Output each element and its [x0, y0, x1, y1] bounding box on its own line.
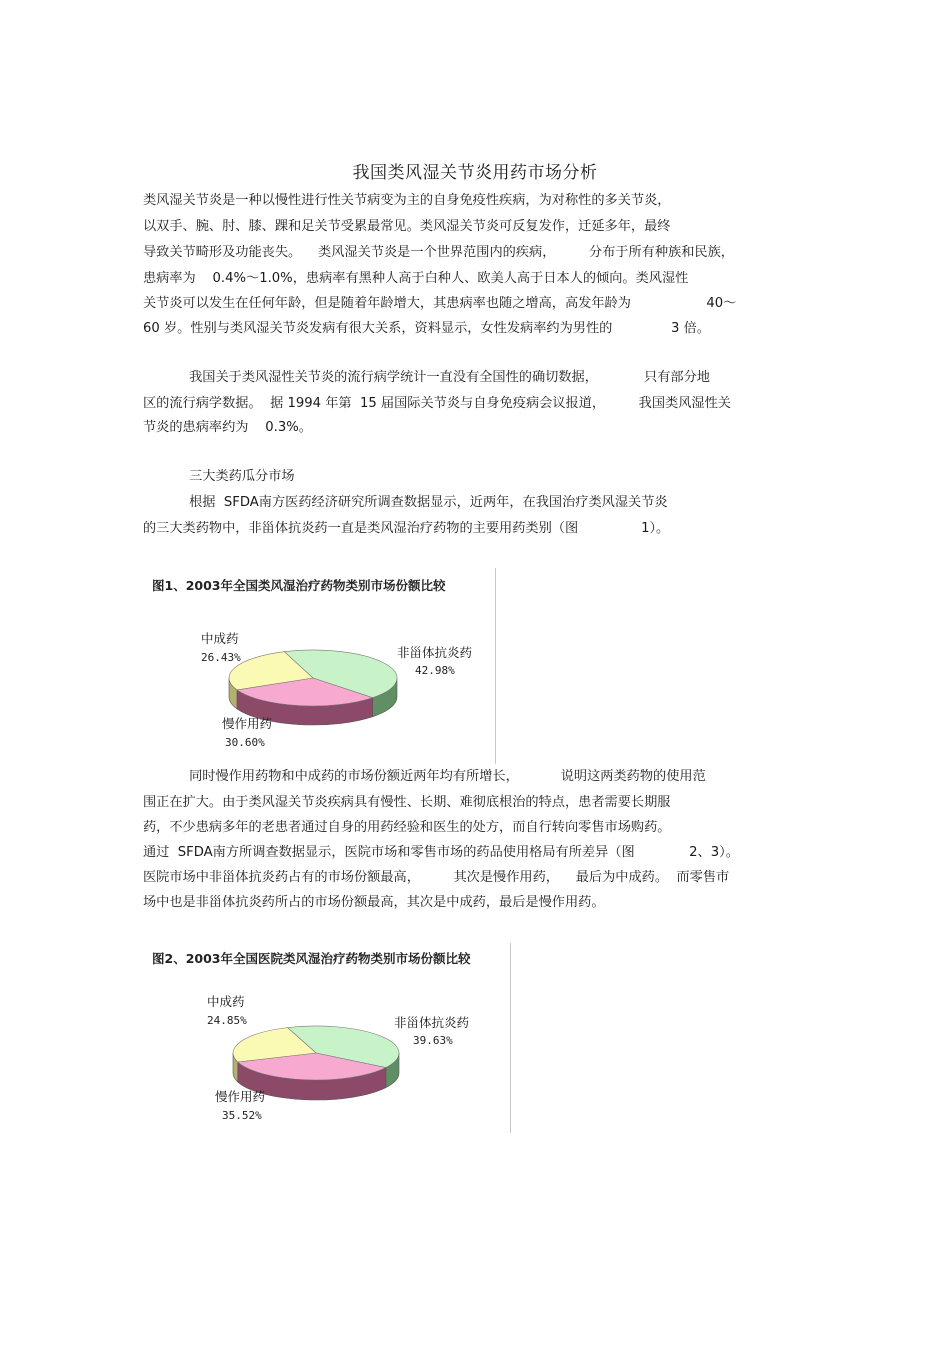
- slice-label-value: 42.98%: [415, 664, 455, 677]
- chart-figure-1: [143, 568, 496, 764]
- paragraph-1-line: 以双手、腕、肘、膝、踝和足关节受累最常见。类风湿关节炎可反复发作，迁延多年，最终: [143, 219, 671, 234]
- paragraph-1-line: 类风湿关节炎是一种以慢性进行性关节病变为主的自身免疫性疾病，为对称性的多关节炎，: [143, 193, 671, 208]
- paragraph-4-line: 药，不少患病多年的老患者通过自身的用药经验和医生的处方，而自行转向零售市场购药。: [143, 820, 671, 835]
- paragraph-2-line: 节炎的患病率约为 0.3%。: [143, 420, 312, 435]
- paragraph-4-line: 场中也是非甾体抗炎药所占的市场份额最高，其次是中成药，最后是慢作用药。: [143, 895, 605, 910]
- slice-label-value: 39.63%: [413, 1034, 453, 1047]
- paragraph-4-line: 通过 SFDA南方所调查数据显示，医院市场和零售市场的药品使用格局有所差异（图 2、3）。: [143, 845, 739, 860]
- pie-chart-2: [143, 943, 510, 1133]
- paragraph-3-line: 根据 SFDA南方医药经济研究所调查数据显示，近两年，在我国治疗类风湿关节炎: [143, 495, 668, 510]
- paragraph-4-line: 围正在扩大。由于类风湿关节炎疾病具有慢性、长期、难彻底根治的特点，患者需要长期服: [143, 795, 671, 810]
- chart-title: 图1、2003年全国类风湿治疗药物类别市场份额比较: [152, 578, 446, 593]
- slice-label-value: 26.43%: [201, 651, 241, 664]
- section-heading: 三大类药瓜分市场: [143, 469, 295, 484]
- document-title: 我国类风湿关节炎用药市场分析: [352, 163, 598, 183]
- paragraph-1-line: 患病率为 0.4%～1.0%，患病率有黑种人高于白种人、欧美人高于日本人的倾向。类风湿性: [143, 271, 689, 286]
- paragraph-4-line: 医院市场中非甾体抗炎药占有的市场份额最高， 其次是慢作用药， 最后为中成药。 而零售市: [143, 870, 730, 885]
- slice-label-value: 30.60%: [225, 736, 265, 749]
- slice-label-name: 中成药: [201, 631, 239, 646]
- slice-label-name: 非甾体抗炎药: [394, 1015, 470, 1030]
- pie-chart-1: [143, 568, 495, 764]
- chart-figure-2: [143, 943, 511, 1133]
- paragraph-3-line: 的三大类药物中，非甾体抗炎药一直是类风湿治疗药物的主要用药类别（图 1）。: [143, 521, 670, 536]
- paragraph-1-line: 关节炎可以发生在任何年龄，但是随着年龄增大，其患病率也随之增高，高发年龄为 40～: [143, 296, 737, 311]
- paragraph-1-line: 60 岁。性别与类风湿关节炎发病有很大关系，资料显示，女性发病率约为男性的 3 倍。: [143, 321, 710, 336]
- paragraph-1-line: 导致关节畸形及功能丧失。 类风湿关节炎是一个世界范围内的疾病， 分布于所有种族和民族，: [143, 245, 734, 260]
- chart-title: 图2、2003年全国医院类风湿治疗药物类别市场份额比较: [152, 951, 471, 966]
- paragraph-4-line: 同时慢作用药物和中成药的市场份额近两年均有所增长， 说明这两类药物的使用范: [143, 769, 706, 784]
- paragraph-2-line: 我国关于类风湿性关节炎的流行病学统计一直没有全国性的确切数据， 只有部分地: [143, 370, 710, 385]
- slice-label-value: 24.85%: [207, 1014, 247, 1027]
- pie-slices: [229, 650, 397, 725]
- slice-label-name: 慢作用药: [215, 1089, 266, 1104]
- paragraph-2-line: 区的流行病学数据。 据 1994 年第 15 届国际关节炎与自身免疫病会议报道， 我国类风湿性关: [143, 396, 731, 411]
- slice-label-name: 中成药: [207, 994, 245, 1009]
- slice-label-name: 非甾体抗炎药: [397, 645, 473, 660]
- slice-label-name: 慢作用药: [222, 716, 273, 731]
- slice-label-value: 35.52%: [222, 1109, 262, 1122]
